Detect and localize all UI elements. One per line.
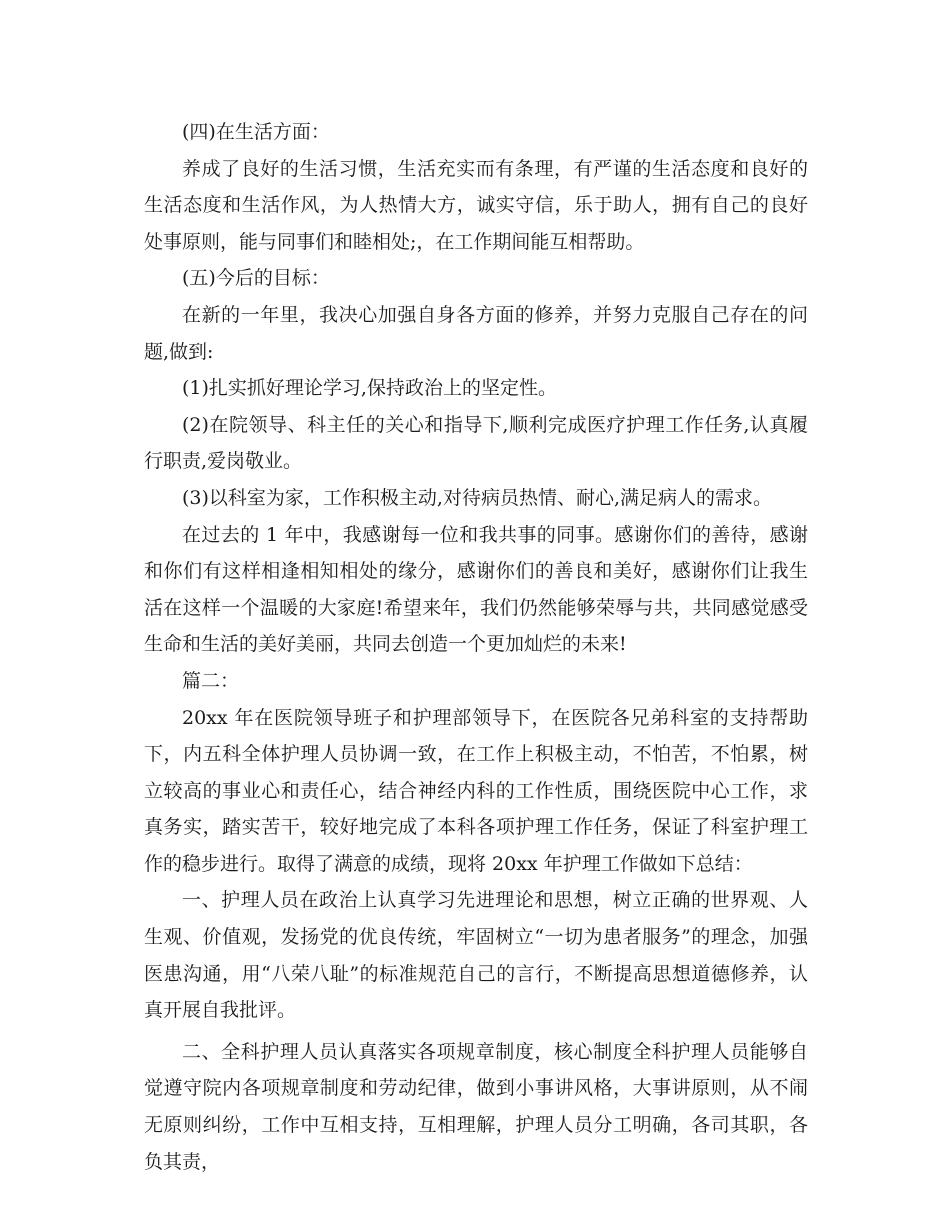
- list-item: (2)在院领导、科主任的关心和指导下,顺利完成医疗护理工作任务,认真履行职责,爱岗敬业。: [144, 413, 808, 473]
- paragraph: 养成了良好的生活习惯，生活充实而有条理，有严谨的生活态度和良好的生活态度和生活作风，为人热情大方，诚实守信，乐于助人，拥有自己的良好处事原则，能与同事们和睦相处;，在工作期间能互相帮助。: [144, 157, 808, 253]
- document-body: [144, 114, 808, 1180]
- paragraph: 在过去的 1 年中，我感谢每一位和我共事的同事。感谢你们的善待，感谢和你们有这样相逢相知相处的缘分，感谢你们的善良和美好，感谢你们让我生活在这样一个温暖的大家庭!希望来年，我们仍然能够荣辱与共，共同感觉感受生命和生活的美好美丽，共同去创造一个更加灿烂的未来!: [144, 523, 808, 656]
- paragraph: 20xx 年在医院领导班子和护理部领导下，在医院各兄弟科室的支持帮助下，内五科全体护理人员协调一致，在工作上积极主动，不怕苦，不怕累，树立较高的事业心和责任心，结合神经内科的工作性质，围绕医院中心工作，求真务实，踏实苦干，较好地完成了本科各项护理工作任务，保证了科室护理工作的稳步进行。取得了满意的成绩，现将 20xx 年护理工作做如下总结：: [144, 706, 808, 875]
- paragraph: 二、全科护理人员认真落实各项规章制度，核心制度全科护理人员能够自觉遵守院内各项规章制度和劳动纪律，做到小事讲风格，大事讲原则，从不闹无原则纠纷，工作中互相支持，互相理解，护理人员分工明确，各司其职，各负其责，: [144, 1040, 808, 1173]
- section-heading-part-two: 篇二：: [182, 669, 240, 692]
- paragraph: 一、护理人员在政治上认真学习先进理论和思想，树立正确的世界观、人生观、价值观，发扬党的优良传统，牢固树立“一切为患者服务”的理念，加强医患沟通，用“八荣八耻”的标准规范自己的言行，不断提高思想道德修养，认真开展自我批评。: [144, 889, 808, 1022]
- list-item: (3)以科室为家，工作积极主动,对待病员热情、耐心,满足病人的需求。: [182, 486, 772, 509]
- section-heading-goals: (五)今后的目标：: [182, 267, 330, 290]
- list-item: (1)扎实抓好理论学习,保持政治上的坚定性。: [182, 377, 557, 400]
- paragraph: 在新的一年里，我决心加强自身各方面的修养，并努力克服自己存在的问题,做到:: [144, 303, 808, 363]
- section-heading-life: (四)在生活方面：: [182, 121, 330, 143]
